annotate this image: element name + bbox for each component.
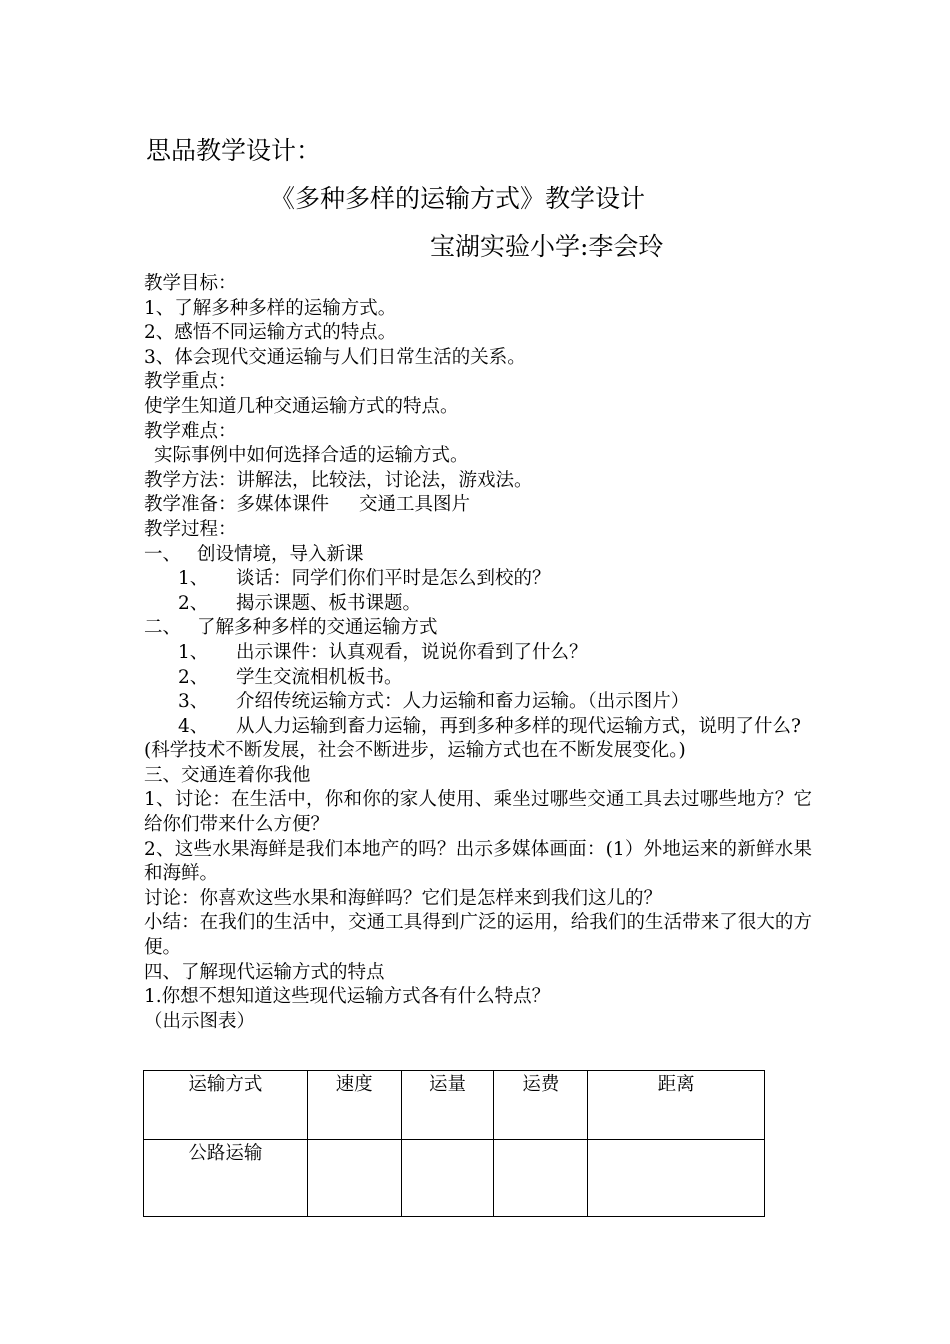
objectives-heading: 教学目标：: [144, 273, 237, 294]
part2-item: 3、 介绍传统运输方式：人力运输和畜力运输。（出示图片）: [178, 691, 690, 713]
part3-title: 三、交通连着你我他: [144, 764, 311, 786]
key-point-heading: 教学重点：: [144, 371, 237, 393]
difficulty-heading: 教学难点：: [144, 420, 237, 442]
table-header-row: [144, 1071, 765, 1140]
part1-item: 2、 揭示课题、板书课题。: [178, 592, 422, 614]
part3-paragraph: 2、这些水果海鲜是我们本地产的吗？出示多媒体画面：(1）外地运来的新鲜水果和海鲜。: [144, 838, 812, 885]
objective-item: 1、了解多种多样的运输方式。: [144, 297, 397, 319]
table-header-cell: 运费: [494, 1071, 588, 1140]
part2-note: (科学技术不断发展，社会不断进步，运输方式也在不断发展变化。): [144, 740, 686, 762]
preparation-line: [144, 493, 812, 518]
lesson-title: 《多种多样的运输方式》教学设计: [270, 184, 646, 213]
key-point-text: 使学生知道几种交通运输方式的特点。: [144, 395, 459, 417]
part2-item: 1、 出示课件：认真观看，说说你看到了什么？: [178, 641, 588, 663]
part3-paragraph: 1、讨论：在生活中，你和你的家人使用、乘坐过哪些交通工具去过哪些地方？它给你们带来什么方便？: [144, 789, 812, 836]
table-header-cell: 运输方式: [144, 1071, 308, 1140]
preparation-label: 教学准备：多媒体课件: [144, 494, 330, 516]
section-title: 思品教学设计：: [146, 136, 322, 165]
part4-show-chart: （出示图表）: [144, 1010, 256, 1032]
part3-summary: 小结：在我们的生活中，交通工具得到广泛的运用，给我们的生活带来了很大的方便。: [144, 912, 812, 959]
table-cell: [494, 1140, 588, 1217]
part3-discussion: 讨论：你喜欢这些水果和海鲜吗？它们是怎样来到我们这儿的？: [144, 887, 663, 909]
table-cell: [401, 1140, 494, 1217]
part4-question: 1.你想不想知道这些现代运输方式各有什么特点？: [144, 986, 551, 1008]
part1-title: 一、 创设情境，导入新课: [144, 543, 364, 565]
table-cell: [307, 1140, 401, 1217]
part2-item: 4、 从人力运输到畜力运输，再到多种多样的现代运输方式，说明了什么?: [178, 715, 801, 737]
process-heading: 教学过程：: [144, 518, 237, 540]
difficulty-text: 实际事例中如何选择合适的运输方式。: [154, 445, 469, 467]
part2-title: 二、 了解多种多样的交通运输方式: [144, 617, 438, 639]
objective-item: 2、感悟不同运输方式的特点。: [144, 322, 397, 344]
preparation-extra: 交通工具图片: [359, 494, 471, 516]
table-row: [144, 1140, 765, 1217]
part4-title: 四、了解现代运输方式的特点: [144, 961, 385, 983]
table-cell: 公路运输: [144, 1140, 308, 1217]
table-header-cell: 距离: [588, 1071, 765, 1140]
table-header-cell: 速度: [307, 1071, 401, 1140]
part2-item: 2、 学生交流相机板书。: [178, 666, 403, 688]
objective-item: 3、体会现代交通运输与人们日常生活的关系。: [144, 346, 526, 368]
transport-table: [143, 1070, 765, 1217]
table-cell: [588, 1140, 765, 1217]
part1-item: 1、 谈话：同学们你们平时是怎么到校的？: [178, 568, 551, 590]
table-header-cell: 运量: [401, 1071, 494, 1140]
author-line: 宝湖实验小学:李会玲: [430, 232, 664, 261]
methods-line: 教学方法：讲解法，比较法，讨论法，游戏法。: [144, 469, 533, 491]
lesson-body: [144, 272, 812, 1034]
